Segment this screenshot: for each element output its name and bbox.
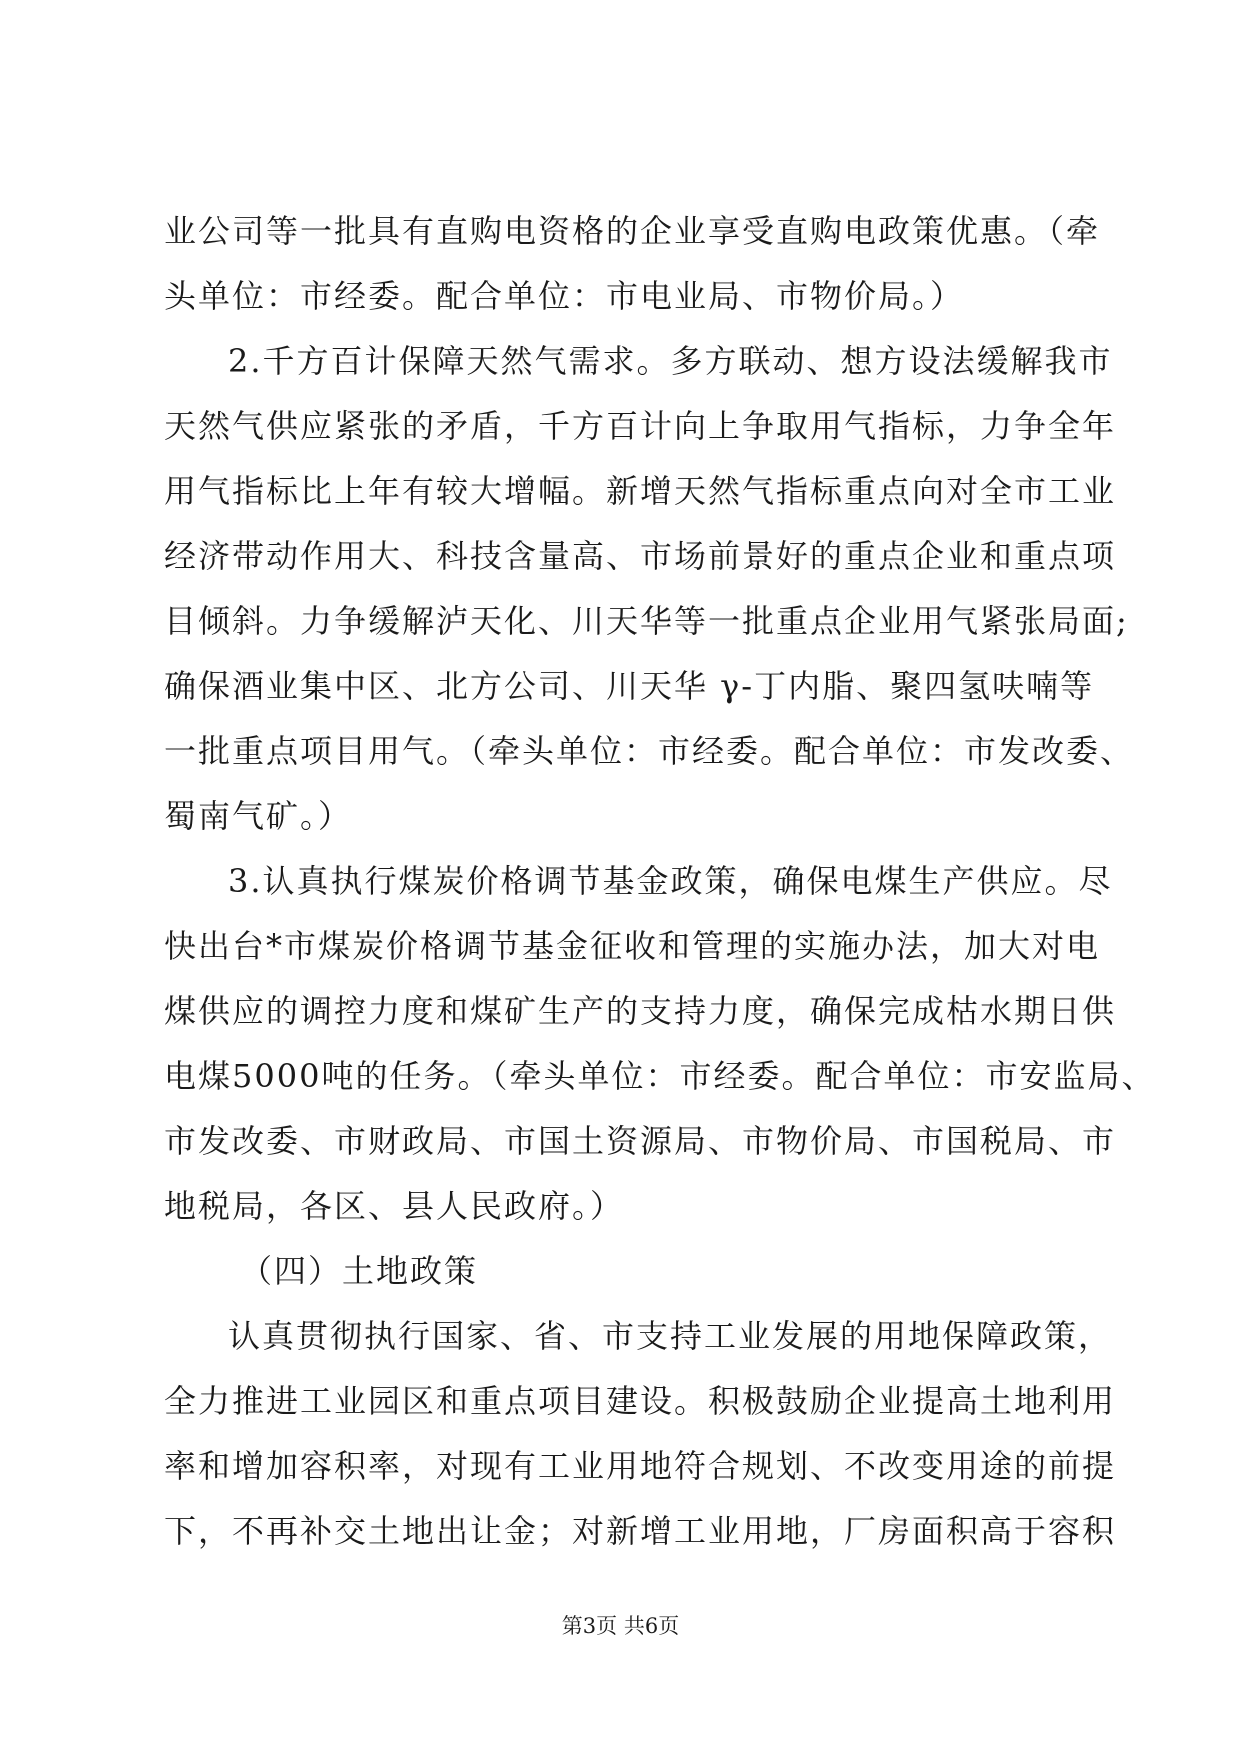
text-line: 一批重点项目用气。（牵头单位：市经委。配合单位：市发改委、	[164, 732, 1135, 770]
text-line: 目倾斜。力争缓解泸天化、川天华等一批重点企业用气紧张局面;	[164, 602, 1129, 640]
text-line: 认真贯彻执行国家、省、市支持工业发展的用地保障政策，	[228, 1317, 1113, 1355]
text-line: 地税局，各区、县人民政府。）	[164, 1187, 625, 1225]
text-line: 下，不再补交土地出让金；对新增工业用地，厂房面积高于容积	[164, 1512, 1117, 1550]
text-line: 头单位：市经委。配合单位：市电业局、市物价局。）	[164, 277, 965, 315]
section-heading: （四）土地政策	[240, 1252, 479, 1290]
text-line: 电煤5000吨的任务。（牵头单位：市经委。配合单位：市安监局、	[164, 1057, 1156, 1095]
text-line: 率和增加容积率，对现有工业用地符合规划、不改变用途的前提	[164, 1447, 1117, 1485]
text-line: 业公司等一批具有直购电资格的企业享受直购电政策优惠。（牵	[164, 212, 1101, 250]
text-line: 用气指标比上年有较大增幅。新增天然气指标重点向对全市工业	[164, 472, 1117, 510]
text-line: 2.千方百计保障天然气需求。多方联动、想方设法缓解我市	[228, 342, 1113, 380]
text-line: 市发改委、市财政局、市国土资源局、市物价局、市国税局、市	[164, 1122, 1117, 1160]
text-line: 3.认真执行煤炭价格调节基金政策，确保电煤生产供应。尽	[228, 862, 1113, 900]
text-line: 蜀南气矿。）	[164, 797, 353, 835]
text-line: 天然气供应紧张的矛盾，千方百计向上争取用气指标，力争全年	[164, 407, 1117, 445]
text-line: 快出台*市煤炭价格调节基金征收和管理的实施办法，加大对电	[164, 927, 1101, 965]
text-line: 煤供应的调控力度和煤矿生产的支持力度，确保完成枯水期日供	[164, 992, 1117, 1030]
text-line: 经济带动作用大、科技含量高、市场前景好的重点企业和重点项	[164, 537, 1117, 575]
text-line: 全力推进工业园区和重点项目建设。积极鼓励企业提高土地利用	[164, 1382, 1117, 1420]
text-line: 确保酒业集中区、北方公司、川天华 γ-丁内脂、聚四氢呋喃等	[164, 667, 1095, 705]
page-number-footer: 第3页 共6页	[561, 1614, 680, 1638]
